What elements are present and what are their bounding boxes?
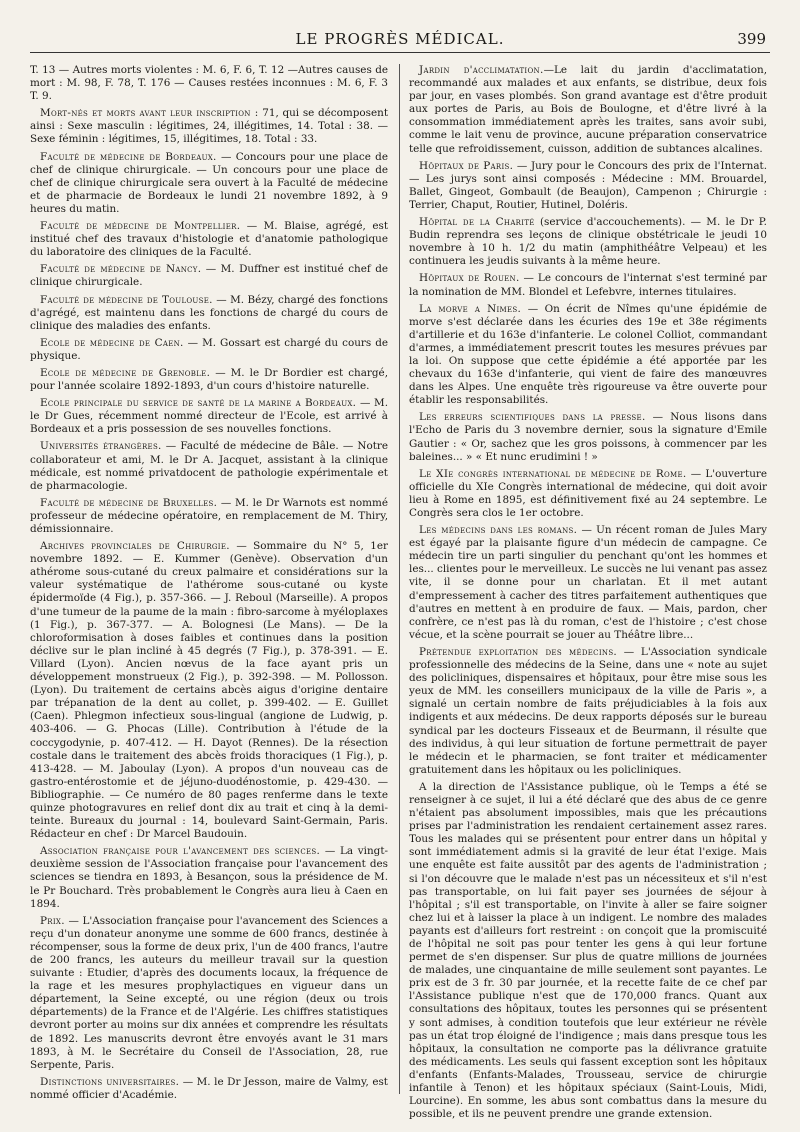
article-heading: Hôpitaux de Paris. (419, 159, 514, 172)
article-paragraph (30, 1076, 388, 1102)
article-text: — Le concours de l'internat s'est terminé par la nomination de MM. Blondel et Lefebvre, internes titulaires. (409, 272, 767, 298)
article-paragraph (30, 367, 388, 393)
article-text: — On écrit de Nîmes qu'une épidémie de morve s'est déclarée dans les écuries des 19e et 38e régiments d'artillerie et du 163e d'infanterie. Le colonel Colliot, commandant d'armes, a immédiatement prescrit toutes les mesures prévues par la loi. On suppose que cette épidémie a été apportée par les chevaux du 163e d'infanterie, qui vient de faire des manœuvres dans les Alpes. Une enquête très rigoureuse va être ouverte pour établir les responsabilités. (409, 302, 767, 407)
article-heading: Les erreurs scientifiques dans la presse. (419, 411, 646, 424)
article-text: — M. le Dr Warnots est nommé professeur de médecine opératoire, en remplacement de M. Thiry, démissionnaire. (30, 496, 388, 535)
article-text: — M. Gossart est chargé du cours de physique. (30, 336, 389, 362)
article-paragraph (409, 160, 767, 212)
article-heading: Archives provinciales de Chirurgie. (40, 540, 230, 553)
article-text: — Nous lisons dans l'Echo de Paris du 3 novembre dernier, sous la signature d'Emile Gautier : « Or, sachez que les gros poissons, à commencer par les baleines... » « Et nunc erudimini ! » (409, 411, 767, 463)
article-text: — M. Bézy, chargé des fonctions d'agrégé, est maintenu dans les fonctions de chargé du cours de clinique des maladies des enfants. (30, 293, 388, 332)
article-paragraph (30, 845, 388, 910)
article-heading: Faculté de médecine de Bordeaux. (40, 150, 217, 163)
article-heading: Prétendue exploitation des médecins. (419, 645, 618, 658)
journal-title: LE PROGRÈS MÉDICAL. (295, 30, 505, 48)
article-text: — L'ouverture officielle du XIe Congrès international de médecine, qui doit avoir lieu à Rome en 1895, est définitivement fixé au 24 septembre. Le Congrès sera clos le 1er octobre. (409, 467, 768, 519)
column-divider (399, 64, 400, 1094)
article-heading: Faculté de médecine de Nancy. (40, 263, 202, 276)
article-heading: Les médecins dans les romans. (419, 524, 578, 537)
article-heading: Le XIe congrès international de médecine de Rome. (419, 467, 687, 480)
article-paragraph (409, 781, 767, 1121)
article-paragraph (409, 303, 767, 408)
article-heading: Faculté de médecine de Bruxelles. (40, 496, 218, 509)
article-heading: Faculté de médecine de Toulouse. (40, 293, 213, 306)
article-paragraph (409, 646, 767, 777)
article-text: — M. le Dr Jesson, maire de Valmy, est nommé officier d'Académie. (30, 1075, 388, 1101)
article-paragraph (409, 216, 767, 268)
article-text: T. 13 — Autres morts violentes : M. 6, F. 6, T. 12 —Autres causes de mort : M. 98, F. 78, T. 176 — Causes restées inconnues : M. 6, F. 3 T. 9. (30, 64, 388, 103)
article-heading: Faculté de médecine de Montpellier. (40, 220, 241, 233)
article-text: — L'Association française pour l'avancement des Sciences a reçu d'un donateur anonyme une somme de 600 francs, destinée à récompenser, sous la forme de deux prix, l'un de 400 francs, l'autre de 200 francs, les auteurs du meilleur travail sur la question suivante : Etudier, d'après des documents locaux, la fréquence de la rage et les mesures prophylactiques en vigueur dans un département, la Seine excepté, ou une région (deux ou trois départements) de la France et de l'Algérie. Les chiffres statistiques devront porter au moins sur dix années et comprendre les résultats de 1892. Les manuscrits devront être envoyés avant le 31 mars 1893, à M. le Secrétaire du Conseil de l'Association, 28, rue Serpente, Paris. (30, 914, 388, 1071)
article-heading: Association française pour l'avancement des sciences. (40, 845, 321, 858)
article-text: — La vingt-deuxième session de l'Association française pour l'avancement des sciences se tiendra en 1893, à Besançon, sous la présidence de M. le Pr Bouchard. Très probablement le Congrès aura lieu à Caen en 1894. (30, 845, 389, 910)
article-paragraph (30, 915, 388, 1072)
article-paragraph (30, 107, 388, 146)
article-text: 71, qui se décomposent ainsi : Sexe masculin : légitimes, 24, illégitimes, 14. Total : 38. — Sexe féminin : légitimes, 15, illégitimes, 18. Total : 33. (30, 107, 388, 146)
article-paragraph (409, 411, 767, 463)
article-paragraph (409, 64, 767, 156)
article-paragraph (30, 220, 388, 259)
article-heading: Prix. (40, 914, 65, 927)
article-text: — Sommaire du N° 5, 1er novembre 1892. — E. Kummer (Genève). Observation d'un athérome sous-cutané du creux palmaire et considérations sur la valeur systématique de l'athérome sous-cutané ou kyste épidermoïde (4 Fig.), p. 357-366. — J. Reboul (Marseille). A propos d'une tumeur de la paume de la main : fibro-sarcome à myéloplaxes (1 Fig.), p. 367-377. — A. Bolognesi (Le Mans). — De la chloroformisation à doses faibles et continues dans la position déclive sur le plan incliné à 45 degrés (7 Fig.), p. 378-391. — E. Villard (Lyon). Ancien nœvus de la face ayant pris un développement monstrueux (2 Fig.), p. 392-398. — M. Pollosson. (Lyon). Du traitement de certains abcès aigus d'origine dentaire par trépanation de la dent au collet, p. 399-402. — E. Guillet (Caen). Phlegmon infectieux sous-lingual (angione de Ludwig, p. 403-406. — G. Phocas (Lille). Contribution à l'étude de la coccygodynie, p. 407-412. — H. Dayot (Rennes). De la résection costale dans le traitement des abcès froids thoraciques (1 Fig.), p. 413-428. — M. Jaboulay (Lyon). A propos d'un nouveau cas de gastro-entérostomie et de jéjuno-duodénostomie, p. 429-430. — Bibliographie. — Ce numéro de 80 pages renferme dans le texte quinze photogravures en relief dont dix au trait et cinq à la demi-teinte. Bureaux du journal : 14, boulevard Saint-Germain, Paris. Rédacteur en chef : Dr Marcel Baudouin. (30, 540, 388, 841)
article-heading: Ecole principale du service de santé de la marine a Bordeaux. (40, 397, 357, 410)
article-heading: Hôpitaux de Rouen. (419, 272, 520, 285)
article-text: — M. Blaise, agrégé, est institué chef des travaux d'histologie et d'anatomie pathologique du laboratoire des cliniques de la Faculté. (30, 220, 388, 259)
page-number: 399 (737, 30, 766, 48)
article-heading: Hôpital de la Charité (419, 216, 535, 229)
article-text: —Le lait du jardin d'acclimatation, recommandé aux malades et aux enfants, se distribue, deux fois par jour, en vases plombés. Son grand avantage est d'être produit aux portes de Paris, au Bois de Boulogne, et d'être livré à la consommation immédiatement après les traites, sans avoir subi, comme le lait venu de province, aucune préparation conservatrice telle que refroidissement, cuisson, addition de subtances alcalines. (409, 64, 768, 155)
article-text: — L'Association syndicale professionnelle des médecins de la Seine, dans une « note au sujet des policliniques, dispensaires et hôpitaux, pour être mise sous les yeux de MM. les conseillers municipaux de la ville de Paris », a signalé un certain nombre de faits préjudiciables à la fois aux indigents et aux médecins. De deux rapports déposés sur le bureau syndical par les docteurs Fisseaux et de Beurmann, il résulte que des individus, à qui leur situation de fortune permettrait de payer le médecin et le pharmacien, se font traiter et médicamenter gratuitement dans les hôpitaux ou les policliniques. (409, 645, 767, 776)
article-heading: La morve a Nimes. (419, 302, 522, 315)
article-heading: Ecole de médecine de Grenoble. (40, 366, 211, 379)
article-heading: Mort-nés et morts avant leur inscription : (40, 107, 259, 120)
article-text: — M. Duffner est institué chef de clinique chirurgicale. (30, 263, 389, 289)
article-paragraph (30, 151, 388, 216)
article-heading: Universités étrangères. (40, 440, 162, 453)
article-paragraph (30, 337, 388, 363)
article-paragraph (30, 294, 388, 333)
article-text: — Un récent roman de Jules Mary est égayé par la plaisante figure d'un médecin de campagne. Ce médecin tire un parti singulier du penchant qu'ont les hommes et les... clientes pour le merveilleux. Le succès ne lui venant pas assez vite, il se donne pour un charlatan. Et il met autant d'empressement à cacher des titres parfaitement authentiques que d'autres en mettent à en produire de faux. — Mais, pardon, cher confrère, ce n'est pas là du roman, c'est de l'histoire ; c'est chose vécue, et la scène pourrait se jouer au Théâtre libre... (409, 524, 767, 641)
article-heading: Distinctions universitaires. (40, 1075, 180, 1088)
article-paragraph (30, 263, 388, 289)
article-text: — Faculté de médecine de Bâle. — Notre collaborateur et ami, M. le Dr A. Jacquet, assistant à la clinique médicale, est nommé privatdocent de pathologie expérimentale et de pharmacologie. (30, 440, 388, 492)
article-paragraph (30, 540, 388, 841)
article-paragraph (409, 468, 767, 520)
page-header (30, 26, 770, 53)
article-text: — M. le Dr Bordier est chargé, pour l'année scolaire 1892-1893, d'un cours d'histoire naturelle. (30, 366, 389, 393)
article-paragraph (409, 524, 767, 642)
article-text: — Concours pour une place de chef de clinique chirurgicale. — Un concours pour une place de chef de clinique chirurgicale sera ouvert à la Faculté de médecine et de pharmacie de Bordeaux le lundi 21 novembre 1892, à 9 heures du matin. (30, 150, 388, 215)
article-text: (service d'accouchements). — M. le Dr P. Budin reprendra ses leçons de clinique obstétricale le jeudi 10 novembre à 10 h. 1/2 du matin (amphithéâtre Velpeau) et les continuera les jeudis suivants à la même heure. (409, 216, 767, 268)
article-heading: Ecole de médecine de Caen. (40, 336, 184, 349)
article-heading: Jardin d'acclimatation. (419, 64, 544, 76)
article-text: A la direction de l'Assistance publique, où le Temps a été se renseigner à ce sujet, il lui a été déclaré que des abus de ce genre n'étaient pas absolument impossibles, mais que les précautions prises par l'administration les rendaient certainement assez rares. Tous les malades qui se présentent pour entrer dans un hôpital y sont immédiatement admis si la gravité de leur état l'exige. Mais une enquête est faite aussitôt par des agents de l'administration ; si l'on découvre que le malade n'est pas un nécessiteux et s'il n'est pas transportable, on lui fait payer ses journées de séjour à l'hôpital ; s'il est transportable, on l'invite à aller se faire soigner chez lui et à laisser la place à un indigent. Le nombre des malades payants est d'ailleurs fort restreint : on conçoit que la promiscuité de l'hôpital ne soit pas pour tenter les gens à qui leur fortune permet de s'en dispenser. Sur plus de quatre millions de journées de malades, une cinquantaine de mille seulement sont payantes. Le prix est de 3 fr. 30 par journée, et la recette faite de ce chef par l'Assistance publique n'est que de 170,000 francs. Quant aux consultations des hôpitaux, toutes les personnes qui se présentent y sont admises, à condition toutefois que leur extérieur ne révèle pas un état trop éloigné de l'indigence ; mais dans presque tous les hôpitaux, la consultation ne comporte pas la délivrance gratuite des médicaments. Les seuls qui fassent exception sont les hôpitaux d'enfants (Enfants-Malades, Trousseau, service de chirurgie infantile à Tenon) et les hôpitaux spéciaux (Saint-Louis, Midi, Lourcine). En somme, les abus sont combattus dans la mesure du possible, et ils ne peuvent prendre une grande extension. (409, 780, 767, 1121)
right-column (409, 64, 768, 1121)
left-column (30, 64, 388, 1104)
article-paragraph (30, 397, 388, 436)
article-paragraph (30, 440, 388, 492)
article-paragraph (409, 272, 767, 298)
article-text: — Jury pour le Concours des prix de l'Internat. — Les jurys sont ainsi composés : Médecine : MM. Brouardel, Ballet, Gingeot, Gombault (de Beaujon), Campenon ; Chirurgie : Terrier, Chaput, Routier, Hutinel, Doléris. (409, 159, 767, 211)
article-paragraph (30, 497, 388, 536)
article-paragraph (30, 64, 388, 103)
article-text: — M. le Dr Gues, récemment nommé directeur de l'Ecole, est arrivé à Bordeaux et a pris possession de ses nouvelles fonctions. (30, 397, 388, 436)
